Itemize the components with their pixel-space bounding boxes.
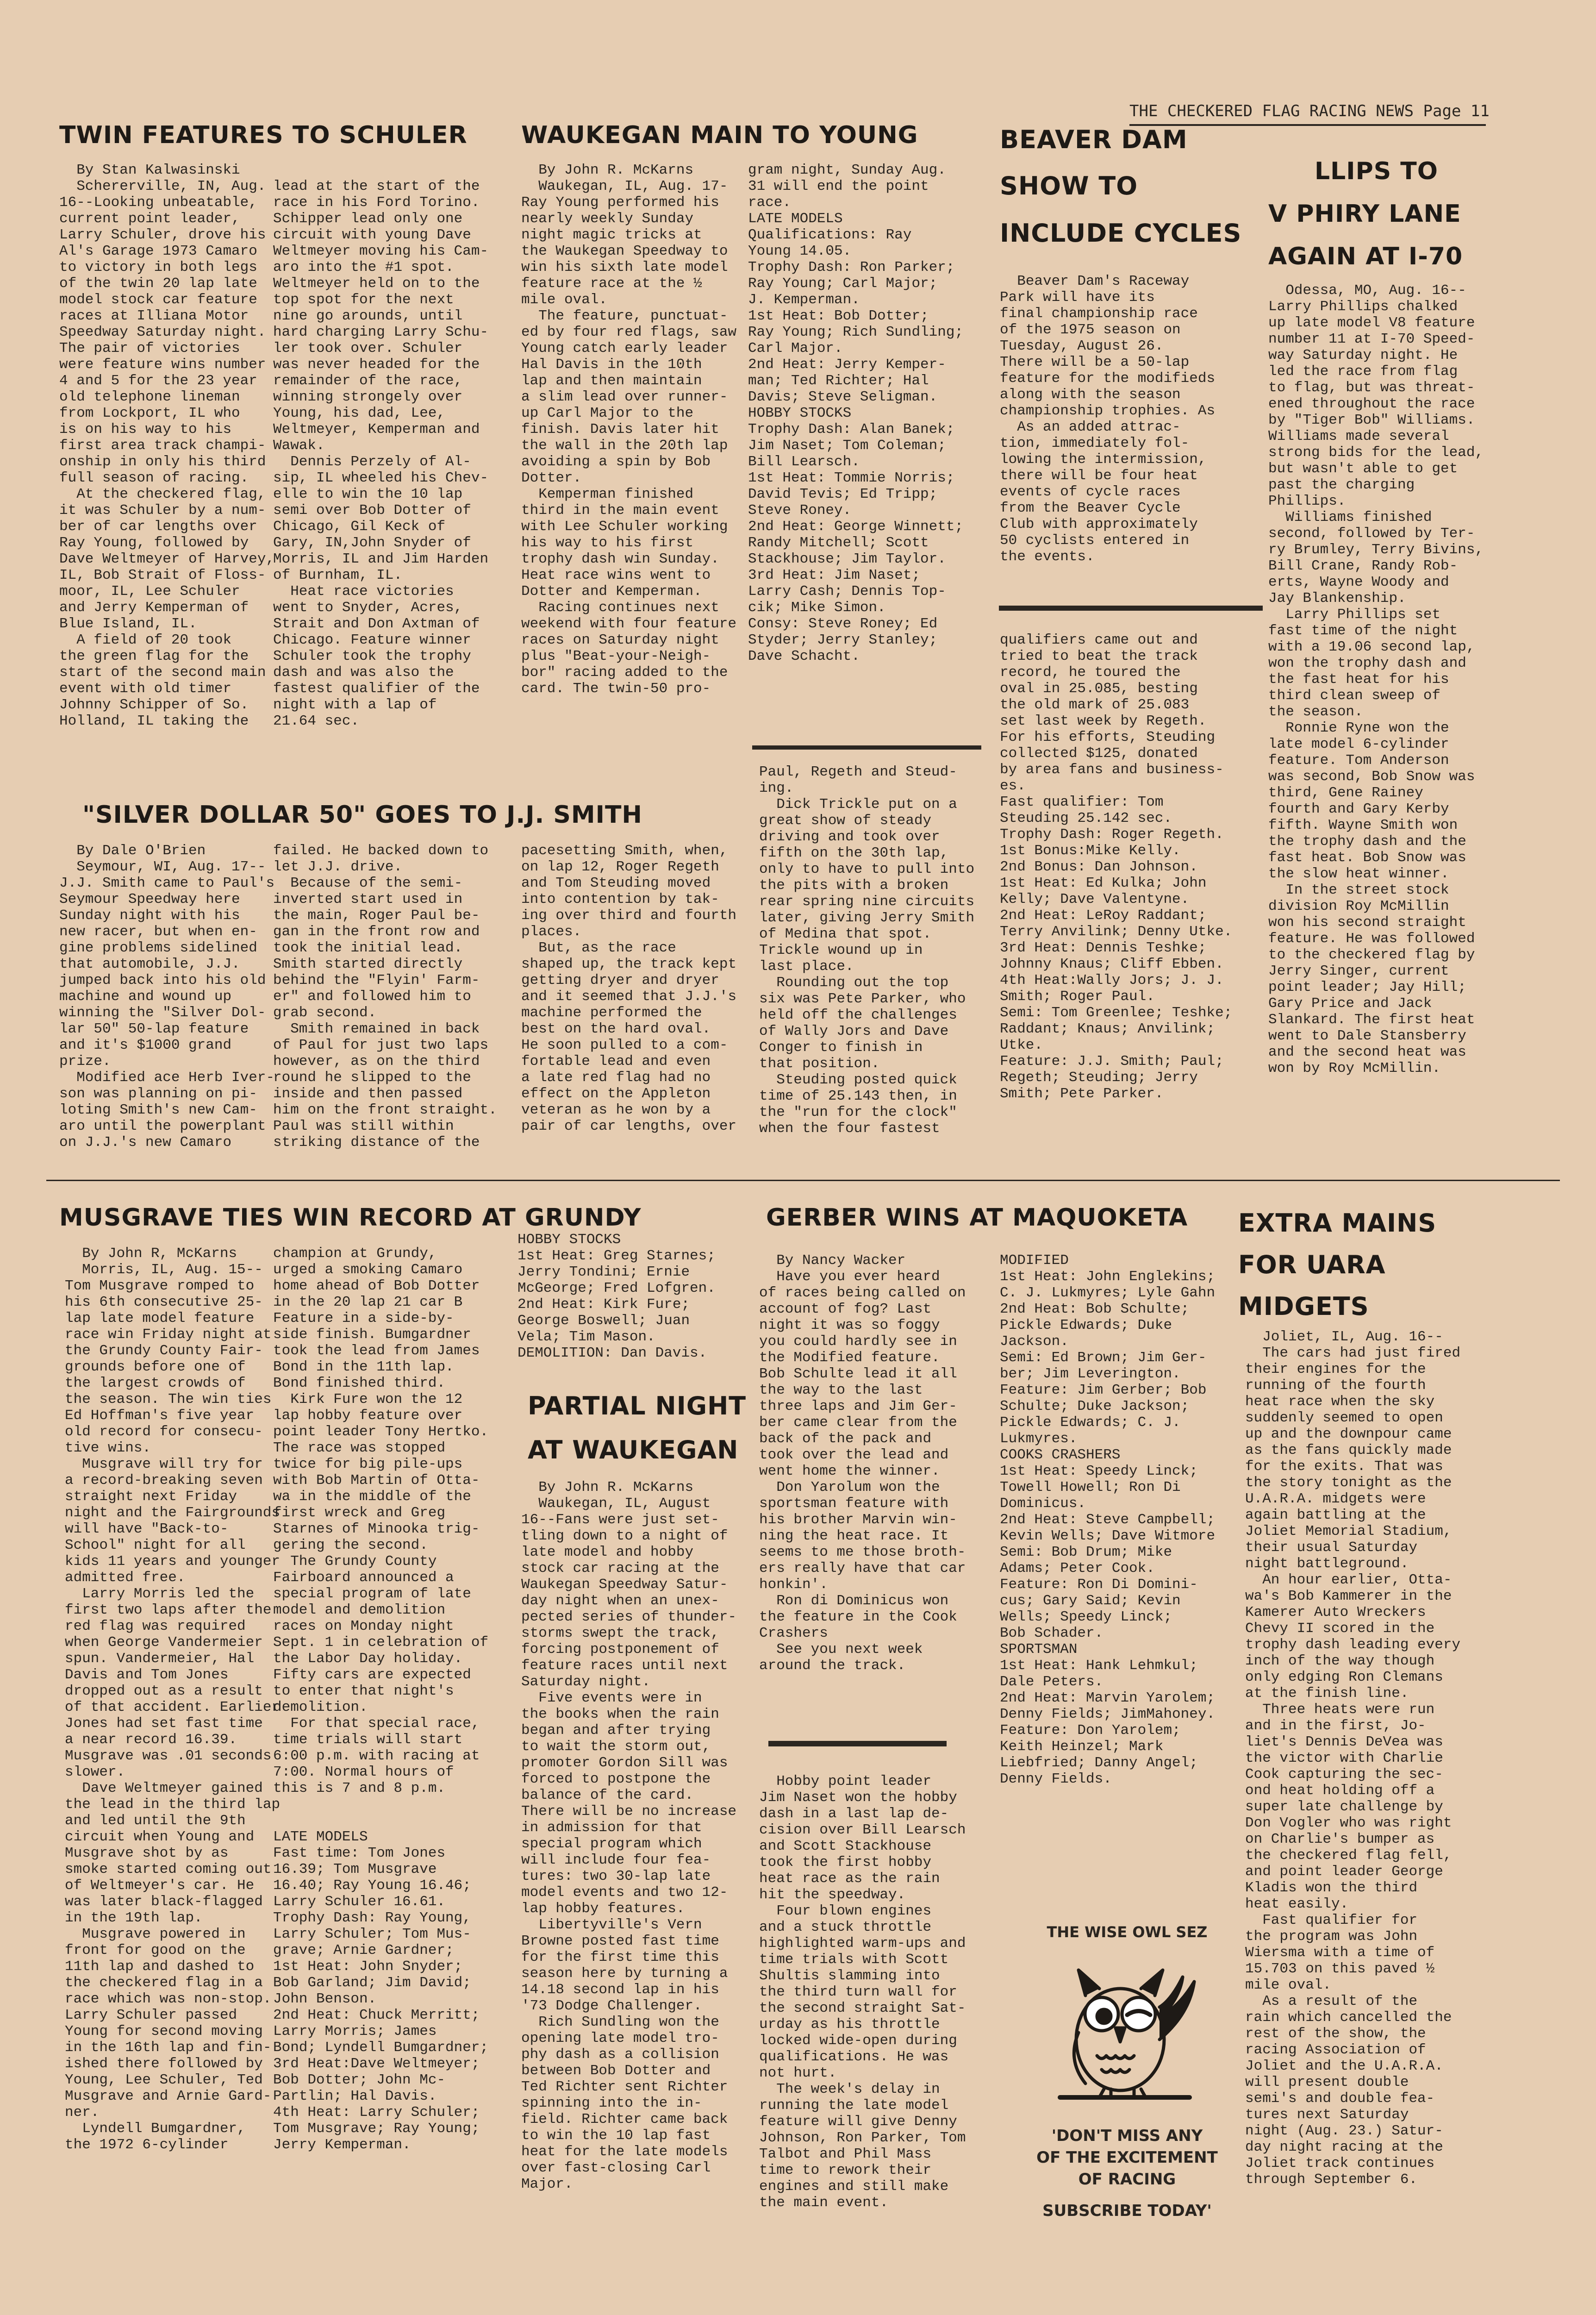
headline-partial-night-1: PARTIAL NIGHT <box>528 1391 747 1420</box>
ad-line2: OF THE EXCITEMENT <box>1036 2148 1218 2167</box>
article-silver-dollar-col5: qualifiers came out and tried to beat the track record, he toured the oval in 25.085, besting the old mark of 25.083 set last week by Regeth. For his efforts, Steuding collected $125, donated by area fans and business- es. Fast qualifier: Tom Steuding 25.142 sec. Trophy Dash: Roger Regeth. 1st Bonus:Mike Kelly. 2nd Bonus: Dan Johnson. 1st Heat: Ed Kulka; John Kelly; Dave Valentyne. 2nd Heat: LeRoy Raddant; Terry Anvilink; Denny Utke. 3rd Heat: Dennis Teshke; Johnny Knaus; Cliff Ebben. 4th Heat:Wally Jors; J. J. Smith; Roger Paul. Semi: Tom Greenlee; Teshke; Raddant; Knaus; Anvilink; Utke. Feature: J.J. Smith; Paul; Regeth; Steuding; Jerry Smith; Pete Parker. <box>1000 632 1233 1102</box>
headline-waukegan-main: WAUKEGAN MAIN TO YOUNG <box>521 121 918 149</box>
article-waukegan-main-col2: gram night, Sunday Aug. 31 will end the point race. LATE MODELS Qualifications: Ray Young 14.05. Trophy Dash: Ron Parker; Ray Young; Carl Major; J. Kemperman. 1st Heat: Bob Dotter; Ray Young; Rich Sundling; Carl Major. 2nd Heat: Jerry Kemper- man; Ted Richter; Hal Davis; Steve Seligman. HOBBY STOCKS Trophy Dash: Alan Banek; Jim Naset; Tom Coleman; Bill Learsch. 1st Heat: Tommie Norris; David Tevis; Ed Tripp; Steve Roney. 2nd Heat: George Winnett; Randy Mitchell; Scott Stackhouse; Jim Taylor. 3rd Heat: Jim Naset; Larry Cash; Dennis Top- cik; Mike Simon. Consy: Steve Roney; Ed Styder; Jerry Stanley; Dave Schacht. <box>748 162 964 664</box>
article-musgrave-col2: champion at Grundy, urged a smoking Camaro home ahead of Bob Dotter in the 20 lap 21 car B Feature in a side-by- side finish. Bumgardner took the lead from James Bond in the 11th lap. Bond finished third. Kirk Fure won the 12 lap hobby feature over point leader Tony Hertko. The race was stopped twice for big pile-ups with Bob Martin of Otta- wa in the middle of the first wreck and Greg Starnes of Minooka trig- gering the second. The Grundy County Fairboard announced a special program of late model and demolition races on Monday night Sept. 1 in celebration of the Labor Day holiday. Fifty cars are expected to enter that night's demolition. For that special race, time trials will start 6:00 p.m. with racing at 7:00. Normal hours of this is 7 and 8 p.m. LATE MODELS Fast time: Tom Jones 16.39; Tom Musgrave 16.40; Ray Young 16.46; Larry Schuler 16.61. Trophy Dash: Ray Young, Larry Schuler; Tom Mus- grave; Arnie Gardner; 1st Heat: John Snyder; Bob Garland; Jim David; John Benson. 2nd Heat: Chuck Merritt; Larry Morris; James Bond; Lyndell Bumgardner; 3rd Heat:Dave Weltmeyer; Bob Dotter; John Mc- Partlin; Hal Davis. 4th Heat: Larry Schuler; Tom Musgrave; Ray Young; Jerry Kemperman. <box>273 1245 489 2153</box>
headline-uara-3: MIDGETS <box>1238 1292 1369 1321</box>
headline-gerber: GERBER WINS AT MAQUOKETA <box>766 1204 1188 1232</box>
headline-musgrave: MUSGRAVE TIES WIN RECORD AT GRUNDY <box>59 1204 642 1232</box>
article-beaver-dam: Beaver Dam's Raceway Park will have its final championship race of the 1975 season on Tuesday, August 26. There will be a 50-lap feature for the modifieds along with the season championship trophies. As As an added attrac- tion, immediately fol- lowing the intermission, there will be four heat events of cycle races from the Beaver Cycle Club with approximately 50 cyclists entered in the events. <box>1000 273 1216 565</box>
headline-uara-1: EXTRA MAINS <box>1238 1208 1437 1238</box>
headline-uara-2: FOR UARA <box>1238 1250 1386 1279</box>
headline-beaver-dam-2: SHOW TO <box>1000 171 1138 200</box>
article-schuler-col2: lead at the start of the race in his Ford Torino. Schipper lead only one circuit with young Dave Weltmeyer moving his Cam- aro into the #1 spot. Weltmeyer held on to the top spot for the next nine go arounds, until hard charging Larry Schu- ler took over. Schuler was never headed for the remainder of the race, winning strongely over Young, his dad, Lee, Weltmeyer, Kemperman and Wawak. Dennis Perzely of Al- sip, IL wheeled his Chev- elle to win the 10 lap semi over Bob Dotter of Chicago, Gil Keck of Gary, IN,John Snyder of Morris, IL and Jim Harden of Burnham, IL. Heat race victories went to Snyder, Acres, Strait and Don Axtman of Chicago. Feature winner Schuler took the trophy dash and was also the fastest qualifier of the night with a lap of 21.64 sec. <box>273 178 489 729</box>
article-phillips: Odessa, MO, Aug. 16-- Larry Phillips chalked up late model V8 feature number 11 at I-70 Speed- way Saturday night. He led the race from flag to flag, but was threat- ened throughout the race by "Tiger Bob" Williams. Williams made several strong bids for the lead, but wasn't able to get past the charging Phillips. Williams finished second, followed by Ter- ry Brumley, Terry Bivins, Bill Crane, Randy Rob- erts, Wayne Woody and Jay Blankenship. Larry Phillips set fast time of the night with a 19.06 second lap, won the trophy dash and the fast heat for his third clean sweep of the season. Ronnie Ryne won the late model 6-cylinder feature. Tom Anderson was second, Bob Snow was third, Gene Rainey fourth and Gary Kerby fifth. Wayne Smith won the trophy dash and the fast heat. Bob Snow was the slow heat winner. In the street stock division Roy McMillin won his second straight feature. He was followed to the checkered flag by Jerry Singer, current point leader; Jay Hill; Gary Price and Jack Slankard. The first heat went to Dale Stansberry and the second heat was won by Roy McMillin. <box>1268 282 1484 1076</box>
headline-phillips-3: AGAIN AT I-70 <box>1268 243 1463 270</box>
ad-title: THE WISE OWL SEZ <box>1047 1923 1208 1941</box>
headline-beaver-dam-1: BEAVER DAM <box>1000 125 1188 154</box>
article-silver-dollar-col3: pacesetting Smith, when, on lap 12, Roger Regeth and Tom Steuding moved into contention by tak- ing over third and fourth places. But, as the race shaped up, the track kept getting dryer and dryer and it seemed that J.J.'s machine performed the best on the hard oval. He soon pulled to a com- fortable lead and even a late red flag had no effect on the Appleton veteran as he won by a pair of car lengths, over <box>521 843 737 1134</box>
headline-partial-night-2: AT WAUKEGAN <box>528 1435 739 1464</box>
article-musgrave-col3: HOBBY STOCKS 1st Heat: Greg Starnes; Jerry Tondini; Ernie McGeorge; Fred Lofgren. 2nd Heat: Kirk Fure; George Boswell; Juan Vela; Tim Mason. DEMOLITION: Dan Davis. <box>517 1232 716 1361</box>
headline-silver-dollar: "SILVER DOLLAR 50" GOES TO J.J. SMITH <box>82 801 642 829</box>
section-divider <box>46 1180 1560 1181</box>
article-partial-night: By John R. McKarns Waukegan, IL, August 16--Fans were just set- tling down to a night of late model and hobby stock car racing at the Waukegan Speedway Satur- day night when an unex- pected series of thunder- storms swept the track, forcing postponement of feature races until next Saturday night. Five events were in the books when the rain began and after trying to wait the storm out, promoter Gordon Sill was forced to postpone the balance of the card. There will be no increase in admission for that special program which will include four fea- tures: two 30-lap late model events and two 12- lap hobby features. Libertyville's Vern Browne posted fast time for the first time this season here by turning a 14.18 second lap in his '73 Dodge Challenger. Rich Sundling won the opening late model tro- phy dash as a collision between Bob Dotter and Ted Richter sent Richter spinning into the in- field. Richter came back to win the 10 lap fast heat for the late models over fast-closing Carl Major. <box>521 1479 737 2192</box>
article-silver-dollar-col1: By Dale O'Brien Seymour, WI, Aug. 17-- J.J. Smith came to Paul's Seymour Speedway here Sunday night with his new racer, but when en- gine problems sidelined that automobile, J.J. jumped back into his old machine and wound up winning the "Silver Dol- lar 50" 50-lap feature and it's $1000 grand prize. Modified ace Herb Iver- son was planning on pi- loting Smith's new Cam- aro until the powerplant on J.J.'s new Camaro <box>59 843 275 1151</box>
article-silver-dollar-col2: failed. He backed down to let J.J. drive. Because of the semi- inverted start used in the main, Roger Paul be- gan in the front row and took the initial lead. Smith started directly behind the "Flyin' Farm- er" and followed him to grab second. Smith remained in back of Paul for just two laps however, as on the third round he slipped to the inside and then passed him on the front straight. Paul was still within striking distance of the <box>273 843 497 1151</box>
ad-line1: 'DON'T MISS ANY <box>1051 2127 1203 2145</box>
headline-schuler: TWIN FEATURES TO SCHULER <box>59 121 468 149</box>
ad-line3: OF RACING <box>1078 2170 1176 2189</box>
article-musgrave-col1: By John R, McKarns Morris, IL, Aug. 15-- Tom Musgrave romped to his 6th consecutive 25- lap late model feature race win Friday night at the Grundy County Fair- grounds before one of the largest crowds of the season. The win ties Ed Hoffman's five year old record for consecu- tive wins. Musgrave will try for a record-breaking seven straight next Friday night and the Fairgrounds will have "Back-to- School" night for all kids 11 years and younger admitted free. Larry Morris led the first two laps after the red flag was required when George Vandermeier spun. Vandermeier, Hal Davis and Tom Jones dropped out as a result of that accident. Earlier Jones had set fast time a near record 16.39. Musgrave was .01 seconds slower. Dave Weltmeyer gained the lead in the third lap and led until the 9th circuit when Young and Musgrave shot by as smoke started coming out of Weltmeyer's car. He was later black-flagged in the 19th lap. Musgrave powered in front for good on the 11th lap and dashed to the checkered flag in a race which was non-stop. Larry Schuler passed Young for second moving in the 16th lap and fin- ished there followed by Young, Lee Schuler, Ted Musgrave and Arnie Gard- ner. Lyndell Bumgardner, the 1972 6-cylinder <box>65 1245 281 2153</box>
headline-phillips-2: V PHIRY LANE <box>1268 200 1461 228</box>
masthead: THE CHECKERED FLAG RACING NEWS Page 11 <box>1129 102 1490 120</box>
article-uara: Joliet, IL, Aug. 16-- The cars had just fired their engines for the running of the fourth heat race when the sky suddenly seemed to open up and the downpour came as the fans quickly made for the exits. That was the story tonight as the U.A.R.A. midgets were again battling at the Joliet Memorial Stadium, their usual Saturday night battleground. An hour earlier, Otta- wa's Bob Kammerer in the Kamerer Auto Wreckers Chevy II scored in the trophy dash leading every inch of the way though only edging Ron Clemans at the finish line. Three heats were run and in the first, Jo- liet's Dennis DeVea was the victor with Charlie Cook capturing the sec- ond heat holding off a super late challenge by Don Vogler who was right on Charlie's bumper as the checkered flag fell, and point leader George Kladis won the third heat easily. Fast qualifier for the program was John Wiersma with a time of 15.703 on this paved ½ mile oval. As a result of the rain which cancelled the rest of the show, the racing Association of Joliet and the U.A.R.A. will present double semi's and double fea- tures next Saturday night (Aug. 23.) Satur- day night racing at the Joliet track continues through September 6. <box>1245 1329 1461 2188</box>
silver-dollar-top-rule <box>752 745 981 750</box>
article-gerber-col2: MODIFIED 1st Heat: John Englekins; C. J. Lukmyres; Lyle Gahn 2nd Heat: Bob Schulte; Pickle Edwards; Duke Jackson. Semi: Ed Brown; Jim Ger- ber; Jim Leverington. Feature: Jim Gerber; Bob Schulte; Duke Jackson; Pickle Edwards; C. J. Lukmyres. COOKS CRASHERS 1st Heat: Speedy Linck; Towell Howell; Ron Di Dominicus. 2nd Heat: Steve Campbell; Kevin Wells; Dave Witmore Semi: Bob Drum; Mike Adams; Peter Cook. Feature: Ron Di Domini- cus; Gary Said; Kevin Wells; Speedy Linck; Bob Schader. SPORTSMAN 1st Heat: Hank Lehmkul; Dale Peters. 2nd Heat: Marvin Yarolem; Denny Fields; JimMahoney. Feature: Don Yarolem; Keith Heinzel; Mark Liebfried; Danny Angel; Denny Fields. <box>1000 1252 1216 1787</box>
beaver-dam-rule <box>999 606 1263 611</box>
article-gerber-col1: By Nancy Wacker Have you ever heard of races being called on account of fog? Last night it was so foggy you could hardly see in the Modified feature. Bob Schulte lead it all the way to the last three laps and Jim Ger- ber came clear from the back of the pack and took over the lead and went home the winner. Don Yarolum won the sportsman feature with his brother Marvin win- ning the heat race. It seems to me those broth- ers really have that car honkin'. Ron di Dominicus won the feature in the Cook Crashers See you next week around the track. <box>759 1252 966 1674</box>
article-gerber-col1b: Hobby point leader Jim Naset won the hobby dash in a last lap de- cision over Bill Learsch and Scott Stackhouse took the first hobby heat race as the rain hit the speedway. Four blown engines and a stuck throttle highlighted warm-ups and time trials with Scott Shultis slamming into the third turn wall for the second straight Sat- urday as his throttle locked wide-open during qualifications. He was not hurt. The week's delay in running the late model feature will give Denny Johnson, Ron Parker, Tom Talbot and Phil Mass time to rework their engines and still make the main event. <box>759 1773 966 2211</box>
headline-beaver-dam-3: INCLUDE CYCLES <box>1000 219 1242 248</box>
ad-line4: SUBSCRIBE TODAY' <box>1042 2202 1212 2220</box>
gerber-rule <box>768 1741 947 1746</box>
article-waukegan-main-col1: By John R. McKarns Waukegan, IL, Aug. 17- Ray Young performed his nearly weekly Sunday night magic tricks at the Waukegan Speedway to win his sixth late model feature race at the ½ mile oval. The feature, punctuat- ed by four red flags, saw Young catch early leader Hal Davis in the 10th lap and then maintain a slim lead over runner- up Carl Major to the finish. Davis later hit the wall in the 20th lap avoiding a spin by Bob Dotter. Kemperman finished third in the main event with Lee Schuler working his way to his first trophy dash win Sunday. Heat race wins went to Dotter and Kemperman. Racing continues next weekend with four feature races on Saturday night plus "Beat-your-Neigh- bor" racing added to the card. The twin-50 pro- <box>521 162 737 697</box>
owl-icon <box>1041 1945 1208 2111</box>
article-schuler-col1: By Stan Kalwasinski Schererville, IN, Aug. 16--Looking unbeatable, current point leader, Larry Schuler, drove his Al's Garage 1973 Camaro to victory in both legs of the twin 20 lap late model stock car feature races at Illiana Motor Speedway Saturday night. The pair of victories were feature wins number 4 and 5 for the 23 year old telephone lineman from Lockport, IL who is on his way to his first area track champi- onship in only his third full season of racing. At the checkered flag, it was Schuler by a num- ber of car lengths over Ray Young, followed by Dave Weltmeyer of Harvey, IL, Bob Strait of Floss- moor, IL, Lee Schuler and Jerry Kemperman of Blue Island, IL. A field of 20 took the green flag for the start of the second main event with old timer Johnny Schipper of So. Holland, IL taking the <box>59 162 275 729</box>
article-silver-dollar-col4: Paul, Regeth and Steud- ing. Dick Trickle put on a great show of steady driving and took over fifth on the 30th lap, only to have to pull into the pits with a broken rear spring nine circuits later, giving Jerry Smith of Medina that spot. Trickle wound up in last place. Rounding out the top six was Pete Parker, who held off the challenges of Wally Jors and Dave Conger to finish in that position. Steuding posted quick time of 25.143 then, in the "run for the clock" when the four fastest <box>759 764 975 1137</box>
headline-phillips-1: LLIPS TO <box>1315 157 1438 185</box>
